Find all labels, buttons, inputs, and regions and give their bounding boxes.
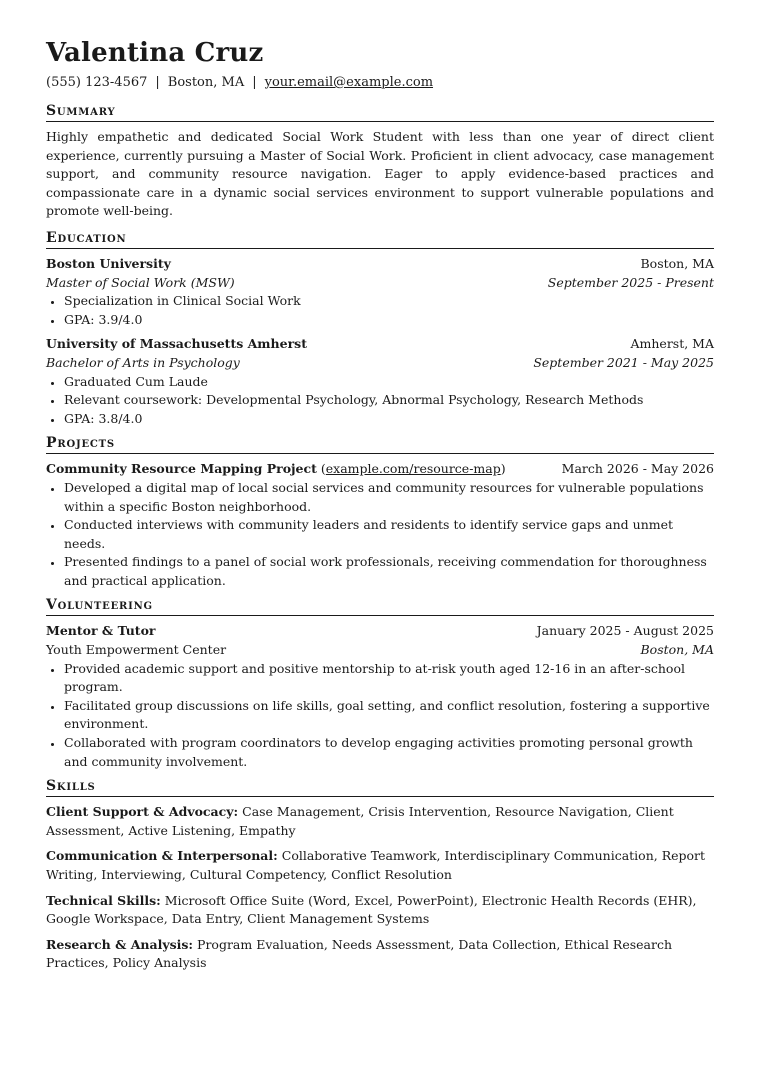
list-item: • Collaborated with program coordinators to develop engaging activities promoting personal growth and community involvement.	[64, 734, 714, 771]
section-title-education: Education	[46, 229, 714, 249]
candidate-name: Valentina Cruz	[46, 38, 264, 68]
project-dates: March 2026 - May 2026	[561, 461, 714, 477]
skill-label: Client Support & Advocacy:	[46, 804, 239, 820]
summary-text: Highly empathetic and dedicated Social Work Student with less than one year of direct client experience, currently pursuing a Master of Social Work. Proficient in client advocacy, case management support, and community resource navigation. Eager to apply evidence-based practices and compassionate care in a dynamic social services environment to support vulnerable populations and promote well-being.	[46, 129, 714, 219]
degree: Bachelor of Arts in Psychology	[46, 354, 240, 370]
school-location: Amherst, MA	[630, 336, 714, 352]
education-bullets	[46, 373, 714, 429]
projects-section	[46, 434, 714, 590]
degree: Master of Social Work (MSW)	[46, 274, 235, 290]
separator: |	[252, 75, 257, 90]
project-bullets	[46, 479, 714, 591]
school-name: University of Massachusetts Amherst	[46, 336, 307, 352]
skill-label: Communication & Interpersonal:	[46, 848, 278, 864]
separator: |	[155, 75, 160, 90]
skill-group	[46, 892, 714, 929]
skill-group	[46, 803, 714, 840]
volunteer-dates: January 2025 - August 2025	[536, 623, 714, 639]
skill-values: Program Evaluation, Needs Assessment, Data Collection, Ethical Research Practices, Policy Analysis	[46, 936, 673, 971]
education-entry	[46, 335, 714, 428]
volunteer-bullets	[46, 660, 714, 772]
school-name: Boston University	[46, 255, 171, 271]
email-link[interactable]: your.email@example.com	[264, 75, 434, 90]
skill-values: Microsoft Office Suite (Word, Excel, PowerPoint), Electronic Health Records (EHR), Google Workspace, Data Entry, Client Management Systems	[46, 892, 697, 927]
education-dates: September 2021 - May 2025	[533, 354, 714, 370]
skills-section	[46, 777, 714, 973]
list-item: • GPA: 3.9/4.0	[64, 311, 714, 330]
skill-values: Case Management, Crisis Intervention, Resource Navigation, Client Assessment, Active Listening, Empathy	[46, 804, 674, 838]
volunteer-entry	[46, 622, 714, 771]
list-item: • Provided academic support and positive mentorship to at-risk youth aged 12-16 in an after-school program.	[64, 660, 714, 697]
section-title-projects: Projects	[46, 434, 714, 454]
volunteer-location: Boston, MA	[640, 642, 714, 658]
contact-line	[46, 74, 714, 92]
project-link[interactable]: example.com/resource-map	[325, 461, 501, 477]
skill-group	[46, 936, 714, 973]
project-entry: Community Resource Mapping Project (example.com/resource-map) March 2026 - May 2026 • Developed a digital map of local social services and community resources for vulnerable populations within a specific Boston neighborhood. • Conducted interviews with community leaders and residents to identify service gaps and unmet needs. • Presented findings to a panel of social work professionals, receiving commendation for thoroughness and practical application.	[46, 460, 714, 590]
education-section	[46, 229, 714, 428]
list-item: • Graduated Cum Laude	[64, 373, 714, 392]
skill-label: Research & Analysis:	[46, 936, 194, 952]
education-entry	[46, 255, 714, 329]
section-title-summary: Summary	[46, 102, 714, 122]
school-location: Boston, MA	[640, 255, 714, 271]
list-item: • Presented findings to a panel of social work professionals, receiving commendation for thoroughness and practical application.	[64, 553, 714, 590]
list-item: • Specialization in Clinical Social Work	[64, 292, 714, 311]
volunteer-org: Youth Empowerment Center	[46, 642, 227, 658]
list-item: • Relevant coursework: Developmental Psychology, Abnormal Psychology, Research Methods	[64, 391, 714, 410]
education-dates: September 2025 - Present	[547, 274, 714, 290]
skill-group	[46, 847, 714, 884]
list-item: • Developed a digital map of local social services and community resources for vulnerable populations within a specific Boston neighborhood.	[64, 479, 714, 516]
list-item: • GPA: 3.8/4.0	[64, 410, 714, 429]
summary-section	[46, 102, 714, 221]
phone-number: (555) 123-4567	[46, 75, 148, 90]
section-title-skills: Skills	[46, 777, 714, 797]
project-name: Community Resource Mapping Project	[46, 461, 317, 477]
list-item: • Facilitated group discussions on life skills, goal setting, and conflict resolution, fostering a supportive environment.	[64, 697, 714, 734]
volunteer-role: Mentor & Tutor	[46, 623, 156, 639]
section-title-volunteering: Volunteering	[46, 596, 714, 616]
skill-values: Collaborative Teamwork, Interdisciplinary Communication, Report Writing, Interviewing, Cultural Competency, Conflict Resolution	[46, 848, 706, 882]
volunteering-section	[46, 596, 714, 771]
location: Boston, MA	[167, 75, 245, 90]
education-bullets	[46, 292, 714, 329]
list-item: • Conducted interviews with community leaders and residents to identify service gaps and unmet needs.	[64, 516, 714, 553]
skill-label: Technical Skills:	[46, 892, 161, 908]
